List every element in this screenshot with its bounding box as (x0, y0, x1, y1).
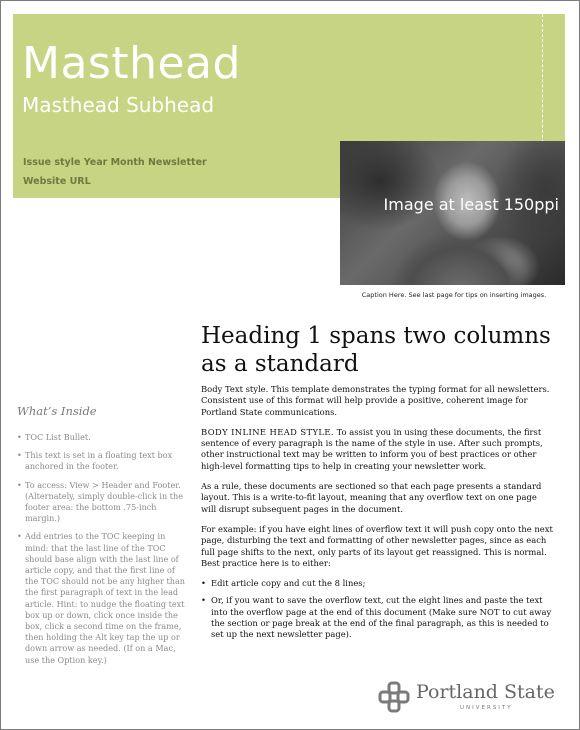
list-item-text: Edit article copy and cut the 8 lines; (211, 578, 366, 589)
masthead-subhead: Masthead Subhead (22, 93, 215, 117)
toc-item-text: TOC List Bullet. (25, 432, 91, 442)
logo-subtitle: UNIVERSITY (460, 705, 513, 711)
toc-item (17, 432, 189, 443)
article-bullet-list (201, 578, 553, 640)
bullet-icon: • (201, 578, 206, 589)
masthead-title: Masthead (22, 38, 241, 89)
toc-title: What’s Inside (17, 404, 97, 418)
bullet-icon: • (17, 450, 22, 461)
inline-head: BODY INLINE HEAD STYLE. (201, 426, 334, 437)
bullet-icon: • (201, 595, 206, 606)
paragraph-example: For example: if you have eight lines of overflow text it will push copy onto the next page, disturbing the text and formatting of other newsletter pages, since as each full page shifts to the next, only parts of its layout get reassigned. This is normal. Best practice here is to either: (201, 523, 553, 568)
article-heading: Heading 1 spans two columns as a standard (201, 323, 551, 377)
list-item-text: Or, if you want to save the overflow text, cut the eight lines and paste the text into the overflow page at the end of this document (Make sure NOT to cut away the section or page break at the end of the final paragraph, as this is needed to set up the next newsletter page). (211, 595, 552, 640)
photo-label: Image at least 150ppi (383, 195, 559, 214)
toc-item-text: To access: View > Header and Footer. (Alternately, simply double-click in the footer area: the bottom .75-inch margin.) (25, 479, 184, 524)
bullet-icon: • (17, 479, 22, 490)
toc-list (17, 432, 189, 673)
paragraph-inline-head (201, 427, 553, 472)
paragraph-write-to-fit: As a rule, these documents are sectioned so that each page presents a standard layout. This is a write-to-fit layout, meaning that any overflow text on one page will disrupt subsequent pages in the document. (201, 481, 542, 514)
logo-mark-icon (378, 681, 410, 713)
issue-line: Issue style Year Month Newsletter (23, 157, 207, 168)
logo-name: Portland State (416, 681, 555, 703)
toc-item-text: Add entries to the TOC keeping in mind: that the last line of the TOC should base align with the last line of article copy, and that the first line of the TOC should not be any higher than the first paragraph of text in the lead article. Hint: to nudge the floating text box up or down, click once inside the box, click a second time on the frame, then holding the Alt key tap the up or down arrow as needed. (If on a Mac, use the Option key.) (25, 531, 185, 665)
bullet-icon: • (17, 432, 22, 442)
portland-state-logo (378, 681, 555, 715)
website-url[interactable]: Website URL (23, 176, 91, 187)
photo-caption: Caption Here. See last page for tips on inserting images. (361, 291, 547, 299)
inline-head-text: To assist you in using these documents, the first sentence of every paragraph is the name of the style in use. After such prompts, other instructional text may be written to inform you of best practices or other high-level formatting tips to help in creating your newsletter work. (201, 426, 543, 471)
list-item (201, 595, 553, 640)
article-body (201, 384, 553, 647)
toc-item (17, 450, 189, 472)
list-item (201, 578, 553, 589)
toc-item-text: This text is set in a floating text box anchored in the footer. (25, 450, 173, 472)
toc-item (17, 480, 189, 525)
cover-photo (340, 141, 565, 285)
paragraph-body-text: Body Text style. This template demonstrates the typing format for all newsletters. Consistent use of this format will help provide a positive, coherent image for Portland State communications. (201, 384, 550, 417)
toc-item (17, 531, 189, 665)
bullet-icon: • (17, 531, 22, 542)
